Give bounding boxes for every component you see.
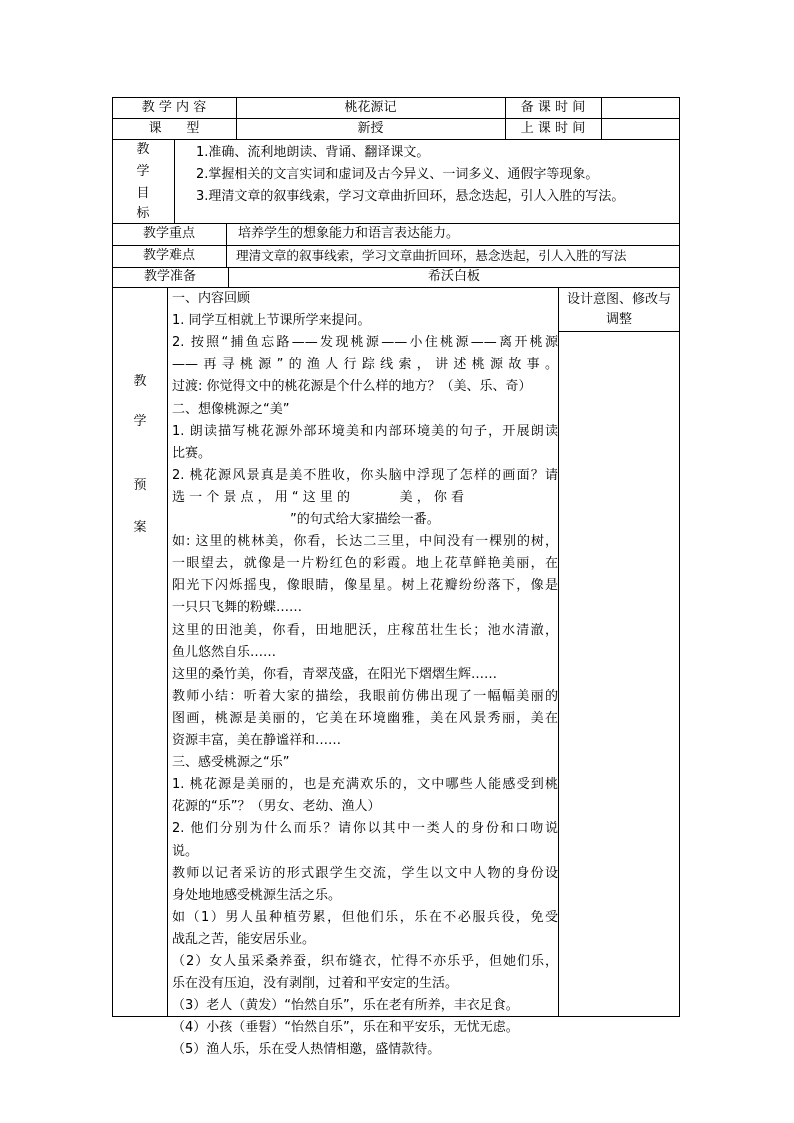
plan-line: 三、感受桃源之“乐” bbox=[172, 755, 290, 771]
plan-line: 这里的田池美，你看，田地肥沃，庄稼茁壮生长；池水清澈， bbox=[172, 622, 558, 638]
objective-item: 2.掌握相关的文言实词和虚词及古今异义、一词多义、通假字等现象。 bbox=[196, 167, 599, 182]
plan-line: 2. 他们分别为什么而乐？请你以其中一类人的身份和口吻说 bbox=[172, 821, 558, 837]
plan-line: 2. 桃花源风景真是美不胜收，你头脑中浮现了怎样的画面？请 bbox=[172, 467, 558, 483]
type-label: 课 型 bbox=[148, 121, 200, 136]
plan-line: 选 一 个 景 点 ， 用 “ 这 里 的 美 ， 你 看 bbox=[172, 489, 465, 505]
difficulty-label: 教学难点 bbox=[142, 248, 195, 263]
plan-label-char: 教 bbox=[133, 374, 147, 389]
plan-line: 阳光下闪烁摇曳，像眼睛，像星星。树上花瓣纷纷落下，像是 bbox=[172, 578, 558, 594]
class-time-label: 上 课 时 间 bbox=[520, 121, 586, 136]
preparation-label: 教学准备 bbox=[143, 269, 196, 284]
plan-line: （3）老人（黄发）“怡然自乐”，乐在老有所养，丰衣足食。 bbox=[172, 998, 519, 1014]
plan-line: 这里的桑竹美，你看，青翠茂盛，在阳光下熠熠生辉…… bbox=[172, 666, 498, 682]
plan-line: 教师以记者采访的形式跟学生交流，学生以文中人物的身份设 bbox=[172, 865, 558, 881]
objective-item: 1.准确、流利地朗读、背诵、翻译课文。 bbox=[196, 145, 430, 160]
side-header-line: 调整 bbox=[605, 312, 632, 327]
plan-line: 1. 同学互相就上节课所学来提问。 bbox=[172, 313, 371, 329]
plan-line: 比赛。 bbox=[172, 445, 212, 461]
side-header-line: 设计意图、修改与 bbox=[566, 292, 671, 307]
content-label: 教 学 内 容 bbox=[141, 100, 207, 115]
plan-line: 如: 这里的桃林美，你看，长达二三里，中间没有一棵别的树， bbox=[172, 534, 558, 550]
lesson-title: 桃花源记 bbox=[344, 100, 397, 115]
plan-line: 如（1）男人虽种植劳累，但他们乐，乐在不必服兵役，免受 bbox=[172, 909, 558, 925]
prep-time-label: 备 课 时 间 bbox=[520, 100, 586, 115]
focus-label: 教学重点 bbox=[142, 226, 195, 241]
objectives-label-char: 目 bbox=[136, 186, 150, 201]
type-value: 新授 bbox=[357, 121, 384, 136]
difficulty-value: 理清文章的叙事线索，学习文章曲折回环，悬念迭起，引人入胜的写法 bbox=[236, 248, 627, 263]
plan-line: 2. 按照“捕鱼忘路——发现桃源——小住桃源——离开桃源 bbox=[172, 335, 558, 351]
plan-line: 说。 bbox=[172, 843, 199, 859]
focus-value: 培养学生的想象能力和语言表达能力。 bbox=[238, 226, 460, 241]
plan-line: 二、想像桃源之“美” bbox=[172, 401, 290, 417]
objectives-label-char: 标 bbox=[136, 206, 150, 221]
plan-line: 花源的“乐”？（男女、老幼、渔人） bbox=[172, 799, 381, 815]
plan-line: ”的句式给大家描绘一番。 bbox=[290, 512, 440, 527]
plan-line: ——再寻桃源”的渔人行踪线索，讲述桃源故事。 bbox=[172, 357, 558, 373]
plan-line: （5）渔人乐，乐在受人热情相邀，盛情款待。 bbox=[172, 1042, 441, 1058]
objective-item: 3.理清文章的叙事线索，学习文章曲折回环，悬念迭起，引人入胜的写法。 bbox=[196, 189, 625, 204]
preparation-value: 希沃白板 bbox=[427, 269, 480, 284]
plan-line: （4）小孩（垂髫）“怡然自乐”，乐在和平安乐，无忧无虑。 bbox=[172, 1020, 519, 1036]
objectives-label-char: 教 bbox=[136, 142, 150, 157]
objectives-label-char: 学 bbox=[136, 164, 150, 179]
plan-line: （2）女人虽采桑养蚕，织布缝衣，忙得不亦乐乎，但她们乐， bbox=[172, 954, 558, 969]
plan-line: 1. 桃花源是美丽的，也是充满欢乐的，文中哪些人能感受到桃 bbox=[172, 777, 558, 793]
plan-line: 教师小结：听着大家的描绘，我眼前仿佛出现了一幅幅美丽的 bbox=[172, 688, 558, 704]
plan-line: 过渡: 你觉得文中的桃花源是个什么样的地方？（美、乐、奇） bbox=[172, 379, 532, 395]
plan-line: 1. 朗读描写桃花源外部环境美和内部环境美的句子，开展朗读 bbox=[172, 423, 558, 439]
plan-line: 一只只飞舞的粉蝶…… bbox=[172, 600, 303, 616]
plan-line: 图画，桃源是美丽的，它美在环境幽雅，美在风景秀丽，美在 bbox=[172, 710, 558, 726]
plan-line: 乐在没有压迫，没有剥削，过着和平安定的生活。 bbox=[172, 976, 459, 992]
plan-label-char: 学 bbox=[133, 414, 147, 429]
plan-line: 身处地地感受桃源生活之乐。 bbox=[172, 887, 342, 903]
plan-label-char: 案 bbox=[133, 520, 147, 535]
plan-label-char: 预 bbox=[133, 478, 147, 493]
plan-line: 战乱之苦，能安居乐业。 bbox=[172, 931, 316, 947]
plan-line: 资源丰富，美在静谧祥和…… bbox=[172, 733, 342, 748]
plan-line: 一、内容回顾 bbox=[172, 291, 251, 306]
plan-line: 鱼儿悠然自乐…… bbox=[172, 644, 277, 660]
plan-line: 一眼望去，就像是一片粉红色的彩霞。地上花草鲜艳美丽，在 bbox=[172, 556, 558, 572]
